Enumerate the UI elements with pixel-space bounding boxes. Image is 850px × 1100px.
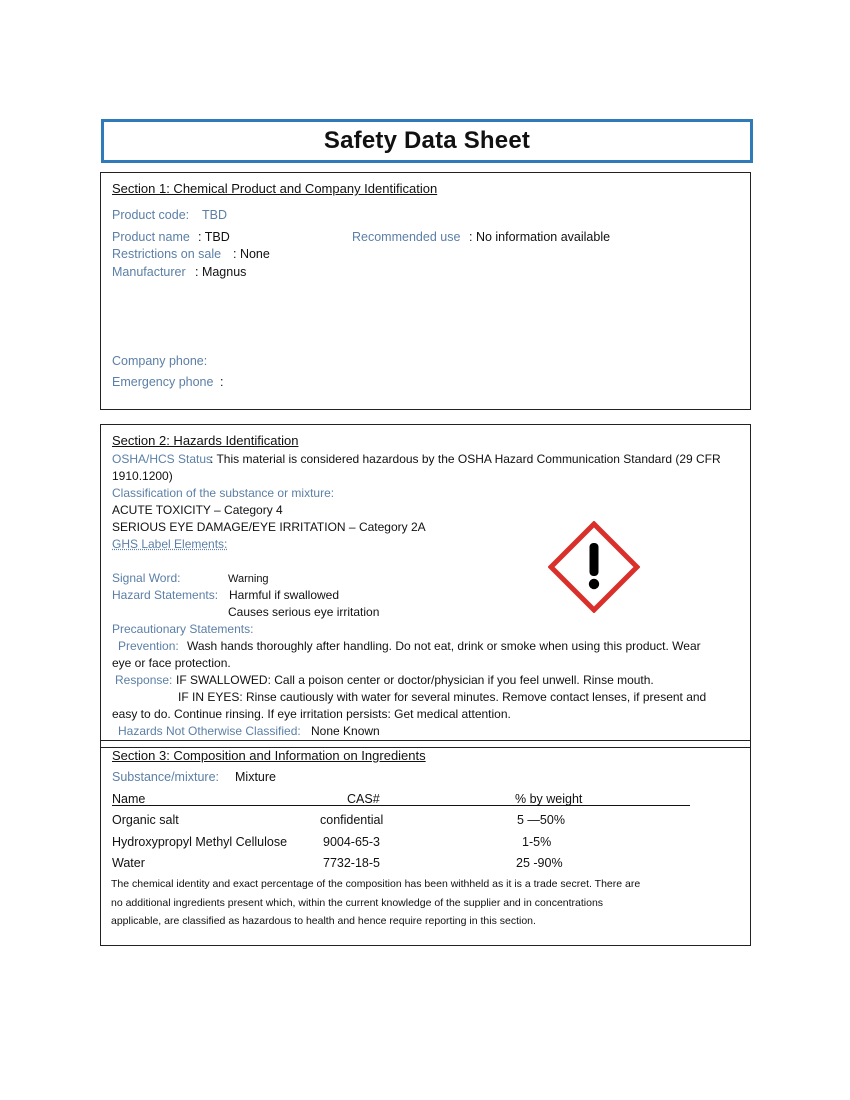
ingredient-weight: 25 -90% bbox=[516, 856, 563, 870]
ghs-label-elements: GHS Label Elements: bbox=[112, 537, 228, 551]
composition-note: no additional ingredients present which, within the current knowledge of the supplier and in concentrations bbox=[111, 897, 604, 909]
signal-word-label: Signal Word: bbox=[112, 571, 181, 585]
restrictions-label: Restrictions on sale bbox=[112, 247, 222, 261]
ingredient-cas: 9004-65-3 bbox=[323, 835, 380, 849]
signal-word-value: Warning bbox=[228, 573, 269, 585]
manufacturer-value: : Magnus bbox=[195, 265, 247, 279]
product-code-value: TBD bbox=[202, 208, 227, 222]
hazard-statement: Causes serious eye irritation bbox=[228, 605, 380, 619]
osha-status-value-cont: 1910.1200) bbox=[112, 469, 173, 483]
page-title: Safety Data Sheet bbox=[323, 127, 531, 154]
section-3-header: Section 3: Composition and Information on Ingredients bbox=[112, 748, 426, 763]
ingredient-cas: 7732-18-5 bbox=[323, 856, 380, 870]
response-text-cont: easy to do. Continue rinsing. If eye irritation persists: Get medical attention. bbox=[112, 707, 511, 721]
emergency-phone-label: Emergency phone bbox=[112, 375, 214, 389]
hazard-statements-label: Hazard Statements: bbox=[112, 588, 219, 602]
classification-item: ACUTE TOXICITY – Category 4 bbox=[112, 503, 283, 517]
column-header-name: Name bbox=[112, 792, 146, 806]
osha-status-label: OSHA/HCS Status bbox=[112, 452, 213, 466]
ingredient-name: Organic salt bbox=[112, 813, 179, 827]
ingredient-name: Water bbox=[112, 856, 145, 870]
company-phone-label: Company phone: bbox=[112, 354, 208, 368]
section-1-header: Section 1: Chemical Product and Company Identification bbox=[112, 181, 438, 196]
prevention-text-cont: eye or face protection. bbox=[112, 656, 231, 670]
osha-status-value: : This material is considered hazardous by the OSHA Hazard Communication Standard (29 CFR bbox=[210, 452, 721, 466]
column-header-cas: CAS# bbox=[347, 792, 380, 806]
hazard-statement: Harmful if swallowed bbox=[229, 588, 340, 602]
ingredient-cas: confidential bbox=[320, 813, 384, 827]
prevention-label: Prevention: bbox=[118, 639, 179, 653]
response-label: Response: bbox=[115, 673, 173, 687]
column-header-weight: % by weight bbox=[515, 792, 583, 806]
classification-label: Classification of the substance or mixture: bbox=[112, 486, 335, 500]
hnoc-value: None Known bbox=[311, 724, 380, 738]
ingredient-weight: 5 —50% bbox=[517, 813, 565, 827]
substance-value: Mixture bbox=[235, 770, 276, 784]
hnoc-label: Hazards Not Otherwise Classified: bbox=[118, 724, 301, 738]
ingredient-weight: 1-5% bbox=[522, 835, 552, 849]
section-2-header: Section 2: Hazards Identification bbox=[112, 433, 299, 448]
precautionary-label: Precautionary Statements: bbox=[112, 622, 254, 636]
prevention-text: Wash hands thoroughly after handling. Do not eat, drink or smoke when using this product. Wear bbox=[187, 639, 701, 653]
recommended-use-label: Recommended use bbox=[352, 230, 461, 244]
title-box bbox=[101, 119, 753, 163]
product-name-label: Product name bbox=[112, 230, 190, 244]
ghs-exclamation-mark-icon bbox=[548, 521, 640, 613]
ingredient-name: Hydroxypropyl Methyl Cellulose bbox=[112, 835, 288, 849]
product-code-label: Product code: bbox=[112, 208, 190, 222]
substance-label: Substance/mixture: bbox=[112, 770, 219, 784]
emergency-phone-value: : bbox=[220, 375, 224, 389]
restrictions-value: : None bbox=[233, 247, 270, 261]
classification-item: SERIOUS EYE DAMAGE/EYE IRRITATION – Category 2A bbox=[112, 520, 426, 534]
ingredients-header-rule bbox=[112, 805, 690, 806]
response-text: IF SWALLOWED: Call a poison center or doctor/physician if you feel unwell. Rinse mouth. bbox=[176, 673, 654, 687]
composition-note: The chemical identity and exact percentage of the composition has been withheld as it is a trade secret. There are bbox=[111, 878, 641, 890]
response-text-cont: IF IN EYES: Rinse cautiously with water for several minutes. Remove contact lenses, if present and bbox=[178, 690, 707, 704]
manufacturer-label: Manufacturer bbox=[112, 265, 186, 279]
recommended-use-value: : No information available bbox=[469, 230, 611, 244]
composition-note: applicable, are classified as hazardous to health and hence require reporting in this section. bbox=[111, 915, 536, 927]
product-name-value: : TBD bbox=[198, 230, 230, 244]
